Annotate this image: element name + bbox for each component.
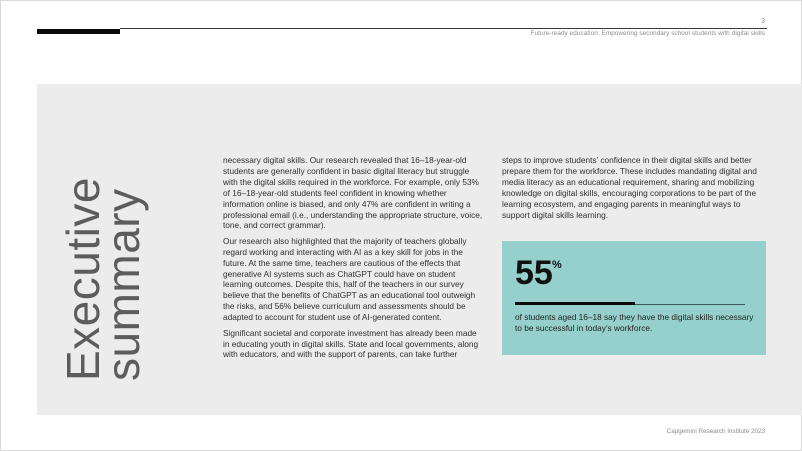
paragraph: Our research also highlighted that the majority of teachers globally regard working and interacting with AI as a key skill for jobs in the future. At the same time, teachers are cautious of the effects that generative AI systems such as ChatGPT could have on student learning outcomes. Despite this, half of the teachers in our survey believe that the benefits of ChatGPT as an educational tool outweigh the risks, and 56% believe curriculum and assessments should be adapted to account for student use of AI-generated content.: [223, 235, 476, 323]
paragraph: necessary digital skills. Our research revealed that 16–18-year-old students are generally confident in basic digital literacy but struggle with the digital skills required in the workforce. For example, only 53% of 16–18-year-old students feel confident in knowing whether information online is biased, and only 47% are confident in writing a professional email (i.e., understanding the appropriate structure, voice, tone, and correct grammar).: [223, 155, 483, 231]
stat-divider-accent: [515, 302, 635, 305]
header-rule: [120, 28, 767, 29]
key-stat-callout: [502, 241, 766, 355]
header-accent-bar: [37, 29, 120, 34]
section-title-line-1: Executive: [57, 177, 109, 381]
stat-caption: of students aged 16–18 say they have the digital skills necessary to be successful in today’s workforce.: [515, 312, 754, 333]
section-title-line-2: summary: [97, 188, 149, 381]
running-header-title: Future-ready education: Empowering secondary school students with digital skills: [530, 30, 765, 37]
stat-unit: %: [552, 259, 562, 271]
footer-source: Capgemini Research Institute 2023: [666, 428, 765, 435]
stat-value: 55: [515, 254, 553, 292]
body-column-left: [223, 155, 485, 365]
page-number: 3: [761, 18, 765, 25]
body-column-right: [502, 155, 766, 225]
paragraph: Significant societal and corporate investment has already been made in educating youth in digital skills. State and local governments, along with educators, and with the support of parents, can take further: [223, 327, 479, 360]
section-title: [57, 177, 149, 381]
paragraph: steps to improve students’ confidence in their digital skills and better prepare them for the workforce. These includes mandating digital and media literacy as an educational requirement, sharing and mobilizing knowledge on digital skills, encouraging corporations to be part of the learning ecosystem, and engaging parents in meaningful ways to support digital skills learning.: [502, 155, 757, 220]
